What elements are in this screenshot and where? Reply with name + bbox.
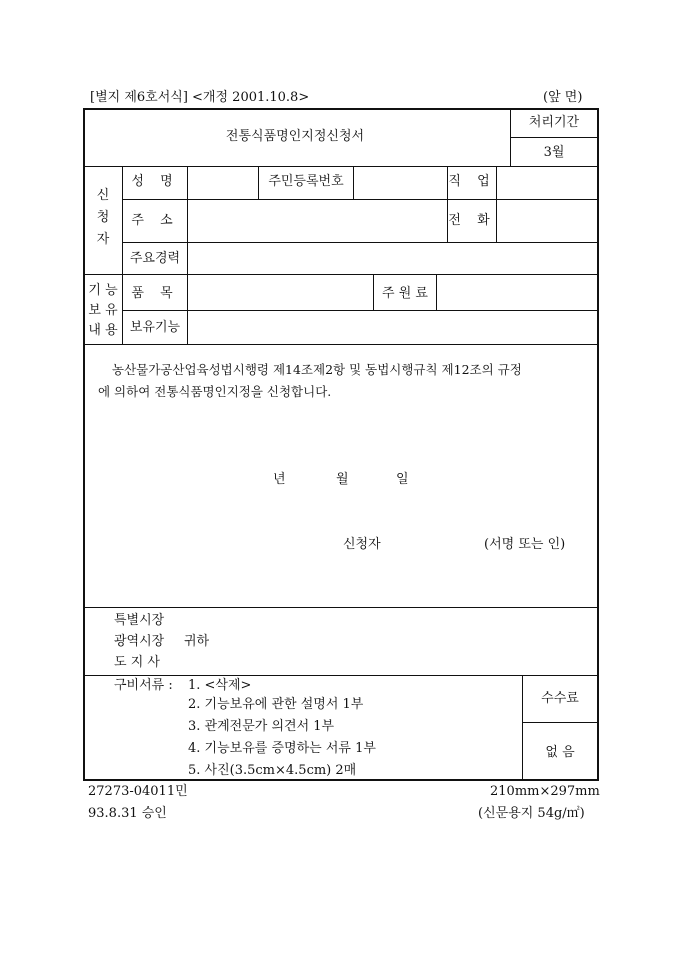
skill-line-2: 보 유 <box>88 303 118 318</box>
paper-size: 210mm×297mm <box>490 784 600 799</box>
date-month: 월 <box>336 472 349 487</box>
date-year: 년 <box>273 472 286 487</box>
applicant-section-label <box>84 188 122 254</box>
form-number-label: [별지 제6호서식] <개정 2001.10.8> <box>90 90 310 105</box>
main-material-label: 주 원 료 <box>382 286 428 301</box>
frame-top <box>83 108 599 110</box>
application-statement-line-1: 농산물가공산업육성법시행령 제14조제2항 및 동법시행규칙 제12조의 규정 <box>112 362 522 377</box>
fee-label: 수수료 <box>541 691 579 706</box>
form-code: 27273-04011민 <box>88 784 188 799</box>
grid-line <box>522 722 598 723</box>
frame-right <box>597 108 599 781</box>
addressee-line-2: 광역시장 <box>114 634 165 649</box>
name-label: 성 명 <box>131 174 179 189</box>
addressee-line-3: 도 지 사 <box>114 655 160 670</box>
approval-date: 93.8.31 승인 <box>88 806 167 821</box>
grid-line <box>83 344 599 345</box>
grid-line <box>83 607 599 608</box>
document-item-2: 2. 기능보유에 관한 설명서 1부 <box>188 697 364 712</box>
document-item-1: 1. <삭제> <box>188 678 252 693</box>
career-label: 주요경력 <box>129 251 181 266</box>
signature-or-seal-label: (서명 또는 인) <box>484 537 566 552</box>
item-label: 품 목 <box>131 286 179 301</box>
address-label: 주 소 <box>131 213 179 228</box>
rrn-label: 주민등록번호 <box>268 174 344 189</box>
applicant-char-2: 청 <box>96 210 110 225</box>
applicant-char-3: 자 <box>96 232 110 247</box>
fee-value: 없 음 <box>545 745 575 760</box>
application-statement-line-2: 에 의하여 전통식품명인지정을 신청합니다. <box>98 384 332 399</box>
skill-line-3: 내 용 <box>88 323 118 338</box>
grid-line <box>436 274 437 310</box>
required-documents-label: 구비서류 : <box>114 678 173 693</box>
grid-line <box>122 199 598 200</box>
paper-spec: (신문용지 54g/㎡) <box>478 806 585 821</box>
form-title: 전통식품명인지정신청서 <box>225 129 365 144</box>
applicant-char-1: 신 <box>96 188 110 203</box>
skill-section-label <box>84 283 122 343</box>
grid-line <box>353 166 354 199</box>
grid-line <box>187 274 188 344</box>
grid-line <box>496 166 497 242</box>
grid-line <box>122 310 598 311</box>
date-day: 일 <box>396 472 409 487</box>
job-label: 직 업 <box>448 174 496 189</box>
document-item-4: 4. 기능보유를 증명하는 서류 1부 <box>188 741 376 756</box>
grid-line <box>122 242 598 243</box>
page-side-label: (앞 면) <box>543 90 583 105</box>
grid-line <box>83 274 599 275</box>
skill-label: 보유기능 <box>129 320 181 335</box>
addressee-line-1: 특별시장 <box>114 613 165 628</box>
grid-line <box>187 166 188 274</box>
applicant-signature-label: 신청자 <box>343 537 381 552</box>
processing-period-value: 3월 <box>543 145 565 160</box>
phone-label: 전 화 <box>448 213 496 228</box>
processing-period-label: 처리기간 <box>528 115 580 130</box>
addressee-honorific: 귀하 <box>184 634 210 649</box>
document-item-3: 3. 관계전문가 의견서 1부 <box>188 719 335 734</box>
skill-line-1: 기 능 <box>88 283 118 298</box>
period-row-divider <box>510 137 598 138</box>
document-item-5: 5. 사진(3.5cm×4.5cm) 2매 <box>188 763 357 778</box>
title-bottom-line <box>83 166 599 167</box>
